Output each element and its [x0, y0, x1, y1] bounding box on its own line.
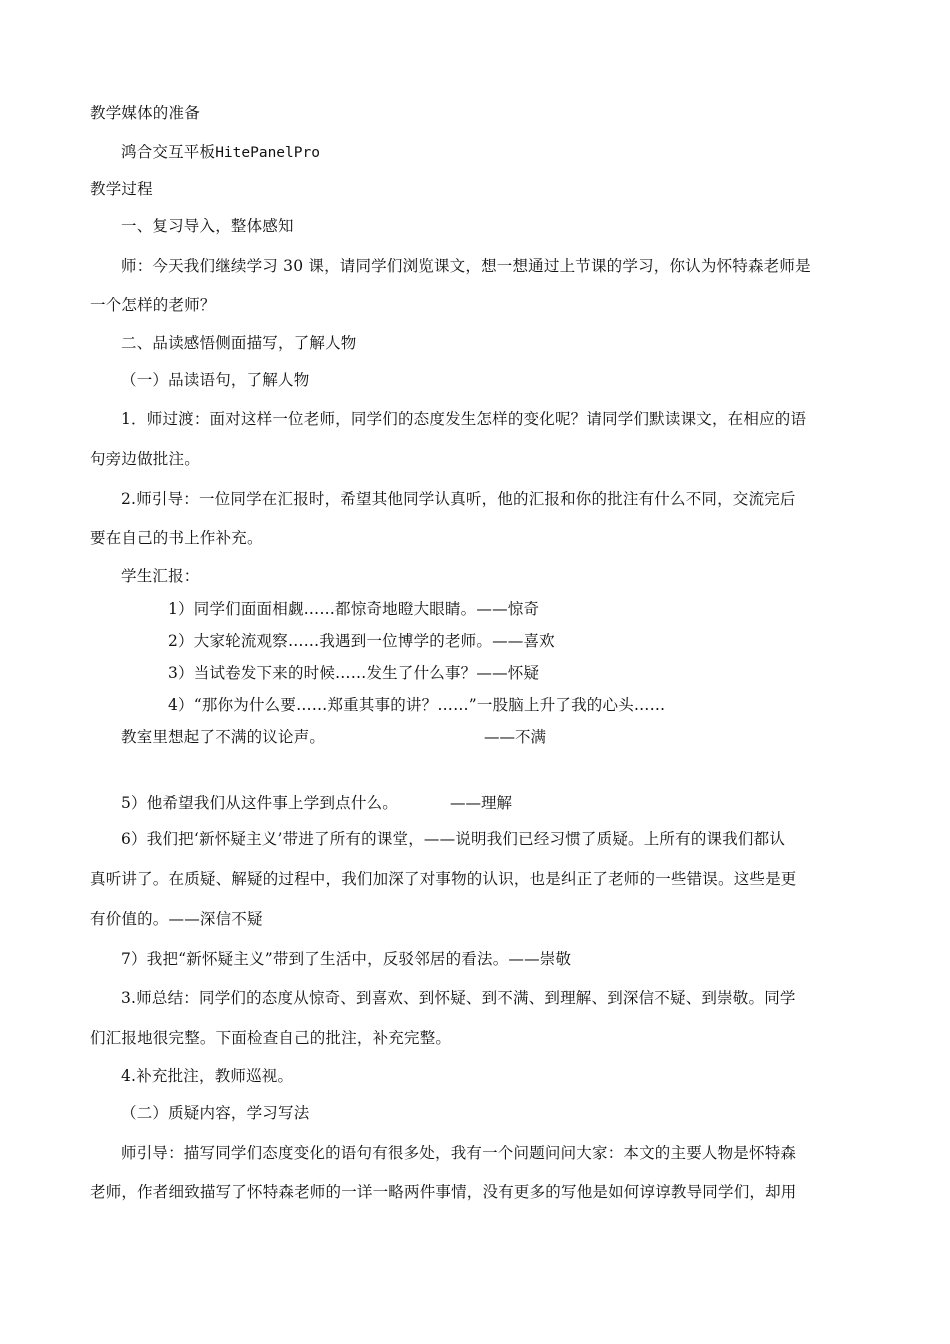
s1-paragraph-line-2: 一个怎样的老师？	[90, 296, 216, 314]
report-item-6-line-2: 真听讲了。在质疑、解疑的过程中，我们加深了对事物的认识，也是纠正了老师的一些错误。这些是更	[90, 870, 797, 888]
paragraph-2-line-1: 2.师引导：一位同学在汇报时，希望其他同学认真听，他的汇报和你的批注有什么不同，交流完后	[121, 490, 796, 508]
report-item-3: 3）当试卷发下来的时候……发生了什么事？——怀疑	[168, 664, 540, 682]
section-2-title: 二、品读感悟侧面描写，了解人物	[121, 334, 357, 352]
paragraph-2-line-2: 要在自己的书上作补充。	[90, 529, 263, 547]
report-item-2: 2）大家轮流观察……我遇到一位博学的老师。——喜欢	[168, 632, 555, 650]
paragraph-1-line-2: 句旁边做批注。	[90, 450, 200, 468]
paragraph-1-line-1: 1．师过渡：面对这样一位老师，同学们的态度发生怎样的变化呢？请同学们默读课文，在相应的语	[121, 410, 807, 428]
report-item-4-tag: ——不满	[484, 728, 547, 746]
media-product: HitePanelPro	[215, 145, 320, 161]
report-label: 学生汇报：	[121, 567, 200, 585]
report-item-6-line-3: 有价值的。——深信不疑	[90, 910, 263, 928]
heading-teaching-media: 教学媒体的准备	[90, 104, 200, 122]
report-item-4: 4）“那你为什么要……郑重其事的讲？……”一股脑上升了我的心头……	[168, 696, 666, 714]
media-line	[121, 142, 901, 163]
report-item-6-line-1: 6）我们把‘新怀疑主义’带进了所有的课堂，——说明我们已经习惯了质疑。上所有的课我们都认	[121, 830, 786, 848]
s1-paragraph-line-1: 师：今天我们继续学习 30 课，请同学们浏览课文，想一想通过上节课的学习，你认为怀特森老师是	[121, 257, 811, 275]
report-item-4-continuation: 教室里想起了不满的议论声。	[121, 728, 326, 746]
report-item-1: 1）同学们面面相觑……都惊奇地瞪大眼睛。——惊奇	[168, 600, 540, 618]
section-1-title: 一、复习导入，整体感知	[121, 217, 294, 235]
report-item-5: 5）他希望我们从这件事上学到点什么。	[121, 794, 398, 812]
paragraph-3-line-2: 们汇报地很完整。下面检查自己的批注，补充完整。	[90, 1029, 452, 1047]
paragraph-3-line-1: 3.师总结：同学们的态度从惊奇、到喜欢、到怀疑、到不满、到理解、到深信不疑、到崇敬。同学	[121, 989, 796, 1007]
report-item-5-tag: ——理解	[450, 794, 513, 812]
subsection-2-title: （二）质疑内容，学习写法	[121, 1104, 310, 1122]
paragraph-5-line-1: 师引导：描写同学们态度变化的语句有很多处，我有一个问题问问大家：本文的主要人物是怀特森	[121, 1144, 797, 1162]
media-prefix: 鸿合交互平板	[121, 143, 216, 161]
heading-teaching-process: 教学过程	[90, 180, 153, 198]
subsection-1-title: （一）品读语句，了解人物	[121, 371, 310, 389]
paragraph-4: 4.补充批注，教师巡视。	[121, 1067, 294, 1085]
paragraph-5-line-2: 老师，作者细致描写了怀特森老师的一详一略两件事情，没有更多的写他是如何谆谆教导同学们，却用	[90, 1183, 797, 1201]
report-item-7: 7）我把“新怀疑主义”带到了生活中，反驳邻居的看法。——崇敬	[121, 950, 572, 968]
